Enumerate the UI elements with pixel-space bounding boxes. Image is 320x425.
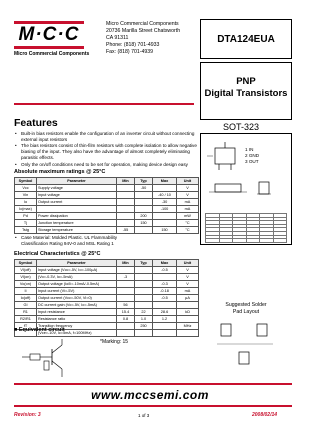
elec-cell (117, 330, 135, 337)
elec-cell: -0.18 (153, 288, 177, 295)
elec-header-cell: Max (153, 260, 177, 267)
elec-cell: -0.3 (153, 281, 177, 288)
elec-cell: Output current (Vcc=-50V, Vi=0) (37, 295, 117, 302)
elec-cell: Resistance ratio (37, 316, 117, 323)
elec-cell: 0.8 (117, 316, 135, 323)
footer-divider-top (14, 383, 292, 385)
logo-bottom-bar (14, 46, 84, 49)
elec-cell: DC current gain (Vo=-5V, Io=-5mA) (37, 302, 117, 309)
abs-max-table-wrap (14, 177, 199, 234)
elec-cell (153, 302, 177, 309)
website-url[interactable]: www.mccsemi.com (91, 388, 209, 402)
elec-cell: VI(on) (15, 274, 37, 281)
elec-cell (153, 323, 177, 330)
elec-header-cell: Min (117, 260, 135, 267)
abs-cell (153, 220, 177, 227)
abs-cell: Tj (15, 220, 37, 227)
elec-cell: (Vo=-0.3V, Io=-5mA) (37, 274, 117, 281)
abs-header-cell: Min (117, 178, 135, 185)
abs-cell: -40 / 10 (153, 192, 177, 199)
abs-row (15, 227, 199, 234)
elec-cell: Transition frequency (37, 323, 117, 330)
abs-cell: °C (177, 227, 199, 234)
elec-cell (135, 330, 153, 337)
abs-cell (135, 206, 153, 213)
abs-cell: V (177, 185, 199, 192)
device-polarity: PNP (236, 76, 256, 87)
elec-cell (117, 323, 135, 330)
abs-cell: Tstg (15, 227, 37, 234)
pin-label: 3 OUT (245, 159, 259, 164)
elec-cell: VI(off) (15, 267, 37, 274)
abs-cell (117, 185, 135, 192)
elec-cell (117, 281, 135, 288)
elec-cell: -0.5 (153, 267, 177, 274)
elec-cell (153, 330, 177, 337)
page-number: 1 of 3 (138, 413, 150, 418)
elec-cell: Input current (Vi=-5V) (37, 288, 117, 295)
elec-heading: Electrical Characteristics @ 25°C (14, 251, 101, 257)
elec-cell (177, 330, 199, 337)
abs-cell (135, 227, 153, 234)
case-note: • Case Material: Molded Plastic. UL Flammability (14, 235, 198, 241)
abs-cell (117, 220, 135, 227)
elec-row (15, 281, 199, 288)
elec-row (15, 295, 199, 302)
abs-cell: Vcc (15, 185, 37, 192)
pin-list (245, 147, 259, 165)
elec-cell: Ii (15, 288, 37, 295)
pin-label: 2 GND (245, 153, 260, 158)
abs-cell (153, 185, 177, 192)
elec-header-cell: Symbol (15, 260, 37, 267)
elec-cell: R2/R1 (15, 316, 37, 323)
abs-cell (117, 192, 135, 199)
features-list (14, 131, 198, 168)
elec-cell: (Vce=-10V, Ic=5mA, f=100MHz) (37, 330, 117, 337)
abs-max-heading: Absolute maximum ratings @ 25°C (14, 169, 106, 175)
elec-row (15, 267, 199, 274)
abs-cell (117, 213, 135, 220)
abs-cell: Output current (37, 199, 117, 206)
logo-subtitle: Micro Commercial Components (14, 51, 90, 57)
marking-text: *Marking: 15 (100, 339, 129, 345)
abs-cell (135, 192, 153, 199)
abs-cell: Supply voltage (37, 185, 117, 192)
elec-cell: Input resistance (37, 309, 117, 316)
abs-cell (37, 206, 117, 213)
feature-item: • Built-in bias resistors enable the configuration of an inverter circuit without connecting external input resistors (14, 131, 198, 143)
elec-cell: Io(off) (15, 295, 37, 302)
date-label: 2008/02/14 (252, 412, 278, 418)
abs-cell: 200 (135, 213, 153, 220)
elec-cell: V (177, 274, 199, 281)
solder-pad-heading (200, 302, 292, 315)
feature-item: • The bias resistors consist of thin-film resistors with complete isolation to allow negative biasing of the input. They also have the advantage of almost completely eliminating parasitic effects. (14, 143, 198, 161)
bullet-icon: ■ (14, 327, 19, 333)
case-note-cont: Classification Rating 94V-0 and MSL Rating 1 (21, 241, 114, 247)
elec-cell (117, 288, 135, 295)
elec-header-cell: Parameter (37, 260, 117, 267)
abs-cell: Input voltage (37, 192, 117, 199)
elec-cell: 22 (135, 309, 153, 316)
abs-row (15, 185, 199, 192)
dimension-grid (205, 213, 287, 243)
elec-cell: 1.0 (135, 316, 153, 323)
solder-title-line: Suggested Solder (225, 302, 267, 308)
elec-cell (135, 295, 153, 302)
elec-cell: MHz (177, 323, 199, 330)
abs-cell: Ic(max) (15, 206, 37, 213)
abs-cell (117, 206, 135, 213)
abs-cell: -55 (117, 227, 135, 234)
abs-cell (117, 199, 135, 206)
elec-cell (177, 316, 199, 323)
elec-cell: -0.5 (153, 295, 177, 302)
abs-cell: 150 (153, 227, 177, 234)
elec-cell: 250 (135, 323, 153, 330)
elec-cell: V (177, 281, 199, 288)
elec-cell: 56 (117, 302, 135, 309)
address-line: Phone: (818) 701-4933 (106, 42, 160, 48)
abs-cell: Power dissipation (37, 213, 117, 220)
abs-cell: mA (177, 206, 199, 213)
revision-label: Revision: 3 (14, 412, 41, 418)
dimension-table (205, 213, 287, 243)
elec-cell (117, 295, 135, 302)
address-line: Fax: (818) 701-4939 (106, 49, 154, 55)
address-line: CA 91311 (106, 35, 129, 41)
address-line: 20736 Marilla Street Chatsworth (106, 28, 181, 34)
elec-cell: Vo(on) (15, 281, 37, 288)
elec-cell: GI (15, 302, 37, 309)
elec-cell (177, 302, 199, 309)
package-name: SOT-323 (223, 122, 260, 132)
abs-row (15, 192, 199, 199)
equivalent-circuit-title: Equivalent circuit (18, 327, 65, 333)
elec-row (15, 288, 199, 295)
elec-header-cell: Unit (177, 260, 199, 267)
part-number-box (200, 19, 292, 59)
mcc-logo (14, 20, 90, 57)
abs-header-cell: Typ (135, 178, 153, 185)
elec-cell (117, 267, 135, 274)
elec-header-cell: Typ (135, 260, 153, 267)
abs-cell: -30 (153, 199, 177, 206)
abs-header-cell: Max (153, 178, 177, 185)
abs-cell: 150 (135, 220, 153, 227)
abs-row (15, 206, 199, 213)
elec-cell: V (177, 267, 199, 274)
elec-cell: R1 (15, 309, 37, 316)
abs-row (15, 213, 199, 220)
elec-cell: Input voltage (Vcc=-5V, Io=-100μA) (37, 267, 117, 274)
abs-cell: Io (15, 199, 37, 206)
abs-row (15, 220, 199, 227)
device-type-box (200, 62, 292, 120)
elec-cell: mA (177, 288, 199, 295)
equivalent-circuit-heading (14, 327, 65, 333)
elec-cell: μA (177, 295, 199, 302)
abs-cell (135, 199, 153, 206)
elec-cell (135, 281, 153, 288)
address-line: Micro Commercial Components (106, 21, 179, 27)
abs-header-cell: Unit (177, 178, 199, 185)
abs-cell: V (177, 192, 199, 199)
elec-row (15, 274, 199, 281)
abs-cell (153, 213, 177, 220)
elec-cell: fT (15, 323, 37, 330)
abs-cell: mW (177, 213, 199, 220)
abs-header-cell: Parameter (37, 178, 117, 185)
elec-row (15, 309, 199, 316)
equivalent-circuit-drawing (22, 337, 82, 379)
abs-cell: Vin (15, 192, 37, 199)
elec-cell: 15.4 (117, 309, 135, 316)
elec-cell (135, 274, 153, 281)
features-heading: Features (14, 117, 58, 129)
company-address (106, 21, 180, 56)
abs-cell: -50 (135, 185, 153, 192)
elec-row (15, 302, 199, 309)
elec-cell (135, 288, 153, 295)
footer-divider-bottom (14, 405, 292, 407)
case-notes (14, 235, 198, 247)
solder-pad-drawing (215, 318, 277, 372)
abs-max-table (14, 177, 199, 234)
elec-cell (135, 302, 153, 309)
elec-cell (153, 274, 177, 281)
abs-header-cell: Symbol (15, 178, 37, 185)
solder-title-line: Pad Layout (232, 308, 260, 315)
elec-table (14, 259, 199, 337)
device-description: Digital Transistors (204, 88, 288, 99)
logo-text: M·C·C (18, 24, 80, 45)
abs-cell: Storage temperature (37, 227, 117, 234)
abs-cell: Junction temperature (37, 220, 117, 227)
elec-cell: -3 (117, 274, 135, 281)
elec-cell (135, 267, 153, 274)
pin-label: 1 IN (245, 147, 254, 152)
feature-item: • Only the on/off conditions need to be set for operation, making device design easy (14, 162, 198, 168)
abs-cell: °C (177, 220, 199, 227)
elec-cell: 28.6 (153, 309, 177, 316)
elec-table-wrap (14, 259, 199, 337)
elec-cell: kΩ (177, 309, 199, 316)
part-number: DTA124EUA (217, 33, 275, 45)
abs-row (15, 199, 199, 206)
elec-cell: 1.2 (153, 316, 177, 323)
abs-cell: Pd (15, 213, 37, 220)
elec-row (15, 316, 199, 323)
elec-cell: Output voltage (Io/Ii=-10mA/-0.5mA) (37, 281, 117, 288)
header-divider (14, 103, 194, 105)
abs-cell: mA (177, 199, 199, 206)
abs-cell: -100 (153, 206, 177, 213)
